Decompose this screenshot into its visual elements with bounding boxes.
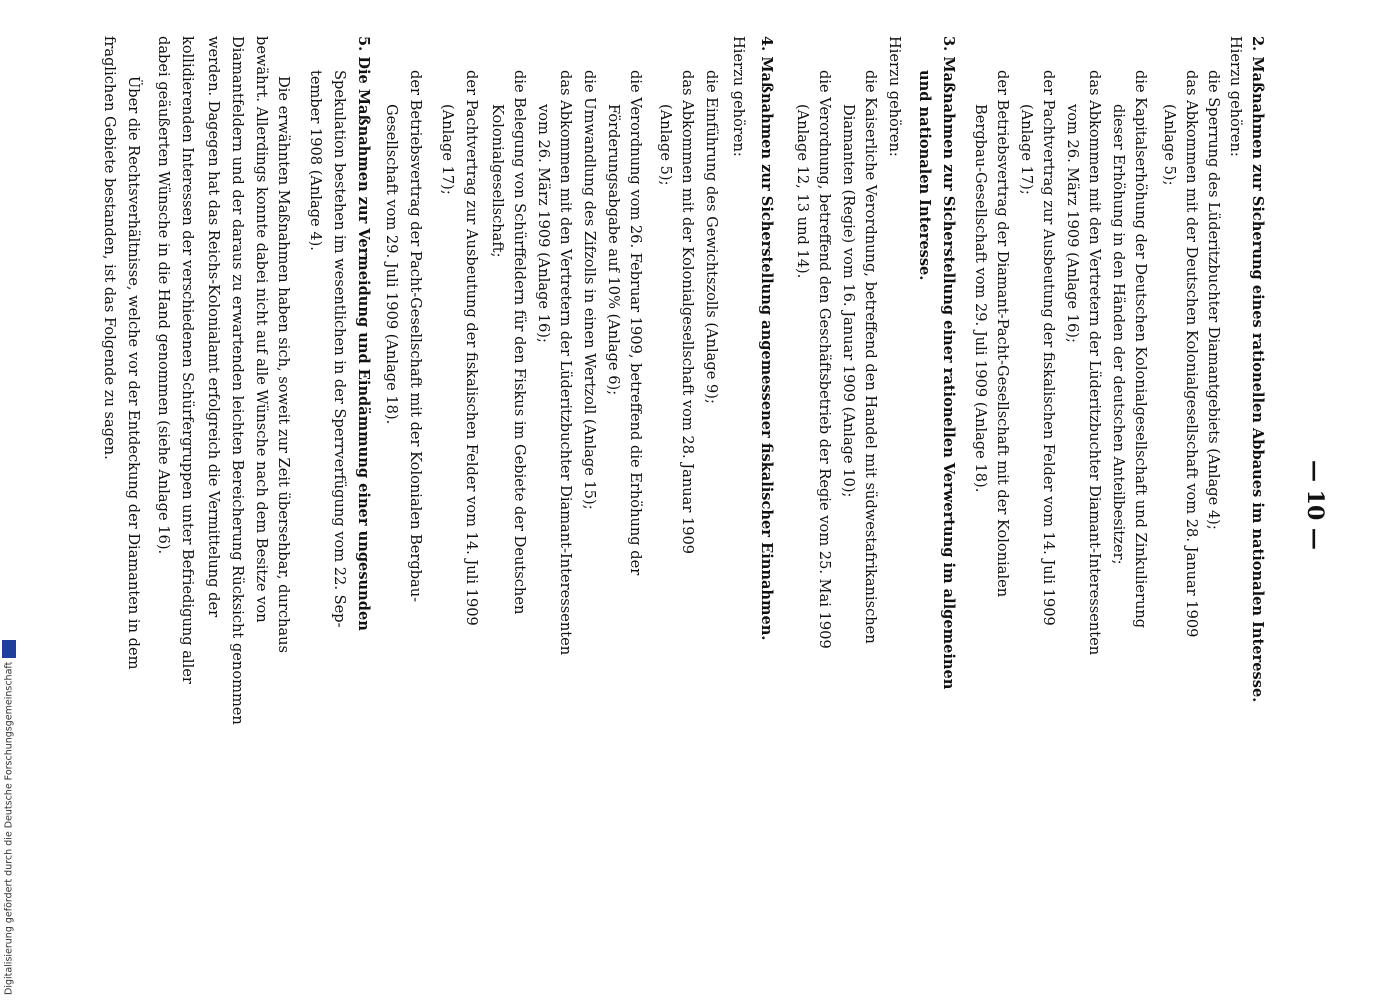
text-line: der Pachtvertrag zur Ausbeutung der fiskalischen Felder vom 14. Juli 1909 [463, 70, 480, 626]
section-4-heading: 4. Maßnahmen zur Sicherstellung angemessener fiskalischer Einnahmen. [758, 36, 775, 641]
footer-text: Digitalisierung gefördert durch die Deutsche Forschungsgemeinschaft [3, 661, 15, 995]
text-line: (Anlage 17); [439, 104, 456, 195]
dfg-logo [2, 640, 16, 658]
text-line: das Abkommen mit den Vertretern der Lüderitzbuchter Diamant-Interessenten [557, 70, 574, 656]
text-line: die Sperrung des Lüderitzbuchter Diamantgebiets (Anlage 4); [1205, 70, 1222, 530]
text-line: (Anlage 12, 13 und 14). [794, 104, 811, 279]
text-line: tember 1908 (Anlage 4). [307, 70, 324, 251]
text-line: der Pachtvertrag zur Ausbeutung der fiskalischen Felder vom 14. Juli 1909 [1040, 70, 1057, 626]
text-line: das Abkommen mit den Vertretern der Lüderitzbuchter Diamant-Interessenten [1086, 70, 1103, 656]
paragraph-line: Die erwähnten Maßnahmen haben sich, soweit zur Zeit übersehbar, durchaus [275, 76, 292, 653]
section-3-heading-cont: und nationalen Interesse. [916, 70, 933, 281]
paragraph-line: fraglichen Gebiete bestanden, ist das Folgende zu sagen. [101, 36, 118, 460]
paragraph-line: werden. Dagegen hat das Reichs-Kolonialamt erfolgreich die Vermittelung der [205, 36, 222, 618]
text-line: die Umwandlung des Zifzolls in einen Wertzoll (Anlage 15); [581, 70, 598, 510]
text-line: der Betriebsvertrag der Pacht-Gesellschaft mit der Kolonialen Bergbau- [407, 70, 424, 603]
digitization-credit [0, 600, 18, 995]
text-line: dieser Erhöhung in den Händen der deutschen Anteilbesitzer; [1110, 104, 1127, 565]
text-line: Förderungsabgabe auf 10% (Anlage 6); [605, 104, 622, 396]
paragraph-line: dabei geäußerten Wünsche in die Hand genommen (siehe Anlage 16). [155, 36, 172, 555]
text-line: Hierzu gehören: [1227, 36, 1244, 157]
text-line: (Anlage 17); [1018, 104, 1035, 195]
text-line: Bergbau-Gesellschaft vom 29. Juli 1909 (Anlage 18). [972, 104, 989, 493]
text-line: das Abkommen mit der Kolonialgesellschaft vom 28. Januar 1909 [679, 70, 696, 555]
text-line: Gesellschaft vom 29. Juli 1909 (Anlage 18). [383, 104, 400, 425]
text-line: Hierzu gehören: [886, 36, 903, 157]
text-line: (Anlage 5); [657, 104, 674, 186]
text-line: Spekulation bestehen im wesentlichen in der Sperrverfügung vom 22. Sep- [331, 70, 348, 628]
text-line: Diamanten (Regie) vom 16. Januar 1909 (Anlage 10); [840, 104, 857, 498]
section-2-heading: 2. Maßnahmen zur Sicherung eines rationellen Abbaues im nationalen Interesse. [1249, 36, 1266, 703]
section-3-heading: 3. Maßnahmen zur Sicherstellung einer rationellen Verwertung im allgemeinen [940, 36, 957, 690]
paragraph-line: Über die Rechtsverhältnisse, welche vor der Entdeckung der Diamanten in dem [125, 76, 142, 670]
text-line: vom 26. März 1909 (Anlage 16); [1064, 104, 1081, 343]
text-line: die Verordnung vom 26. Februar 1909, betreffend die Erhöhung der [627, 70, 644, 576]
paragraph-line: kollidierenden Interessen der verschiedenen Schürfergruppen unter Befriedigung aller [179, 36, 196, 684]
paragraph-line: bewährt. Allerdings konnte dabei nicht auf alle Wünsche nach dem Besitze von [253, 36, 270, 623]
text-line: vom 26. März 1909 (Anlage 16); [535, 104, 552, 343]
text-line: Kolonialgesellschaft; [489, 104, 506, 258]
text-line: die Kapitalserhöhung der Deutschen Kolonialgesellschaft und Zinkulierung [1132, 70, 1149, 629]
text-line: Hierzu gehören: [730, 36, 747, 157]
text-line: (Anlage 5); [1161, 104, 1178, 186]
text-line: der Betriebsvertrag der Diamant-Pacht-Gesellschaft mit der Kolonialen [994, 70, 1011, 598]
text-line: die Belegung von Schürffeldern für den Fiskus im Gebiete der Deutschen [511, 70, 528, 615]
text-line: die Verordnung, betreffend den Geschäftsbetrieb der Regie vom 25. Mai 1909 [816, 70, 833, 649]
paragraph-line: Diamantfeldern und der daraus zu erwartenden leichten Bereicherung Rücksicht genommen [229, 36, 246, 725]
page-number: — 10 — [1302, 460, 1328, 550]
text-line: die Einführung des Gewichtszolls (Anlage 9); [703, 70, 720, 404]
text-line: die Kaiserliche Verordnung, betreffend den Handel mit südwestafrikanischen [862, 70, 879, 644]
section-5-heading: 5. Die Maßnahmen zur Vermeidung und Eindämmung einer ungesunden [355, 36, 372, 631]
text-line: das Abkommen mit der Deutschen Kolonialgesellschaft vom 28. Januar 1909 [1183, 70, 1200, 638]
